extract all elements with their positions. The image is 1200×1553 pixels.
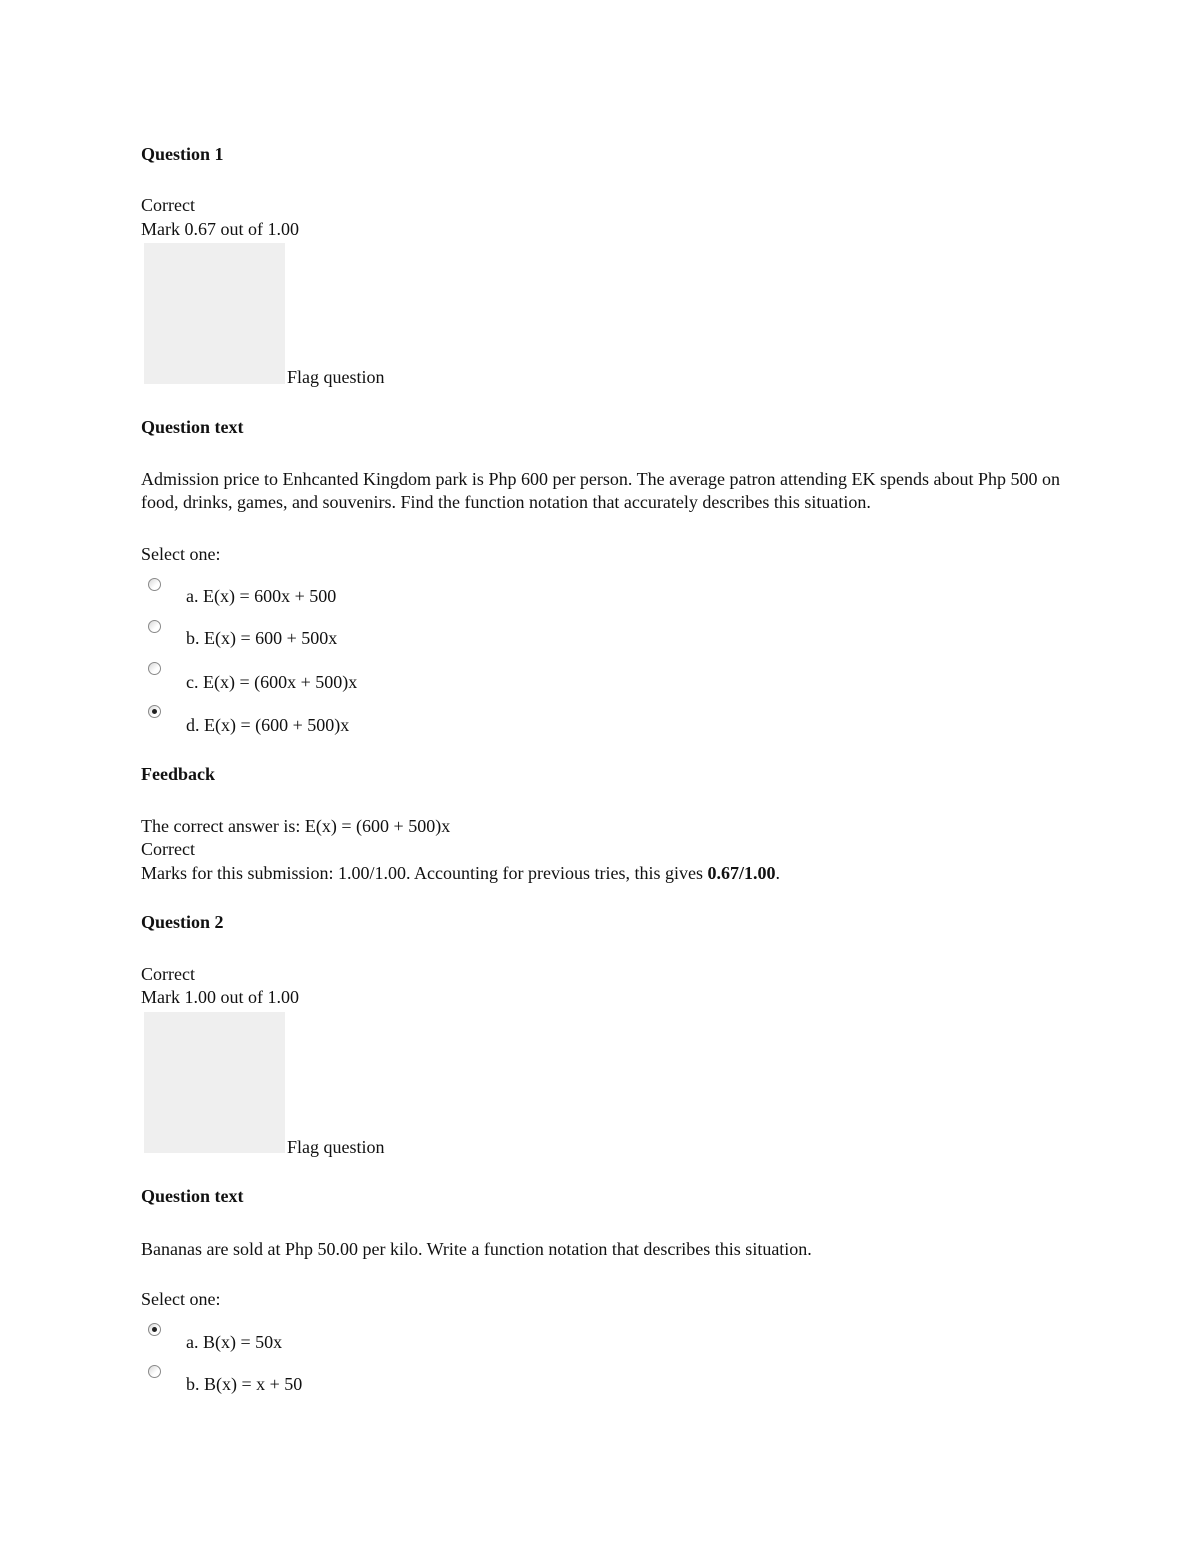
flag-icon[interactable] [144,243,285,384]
question-1-option-d-label[interactable]: d. E(x) = (600 + 500)x [186,715,350,735]
question-2-text-heading: Question text [141,1186,244,1206]
feedback-marks-suffix: . [775,863,780,883]
question-2-option-a-radio[interactable] [148,1323,161,1336]
question-2-mark: Mark 1.00 out of 1.00 [141,987,299,1007]
question-1-feedback-heading: Feedback [141,764,215,784]
question-1-mark: Mark 0.67 out of 1.00 [141,219,299,239]
question-1-feedback-status: Correct [141,839,195,859]
question-1-title: Question 1 [141,144,224,164]
question-1-text-heading: Question text [141,417,244,437]
question-2-option-a-label[interactable]: a. B(x) = 50x [186,1332,283,1352]
question-1-option-b-label[interactable]: b. E(x) = 600 + 500x [186,628,338,648]
question-1-option-d-radio[interactable] [148,705,161,718]
feedback-marks-final: 0.67/1.00 [707,863,776,883]
question-1-option-c-label[interactable]: c. E(x) = (600x + 500)x [186,672,358,692]
question-1-option-a-radio[interactable] [148,578,161,591]
feedback-marks-prefix: Marks for this submission: 1.00/1.00. Accounting for previous tries, this gives [141,863,708,883]
question-2-text: Bananas are sold at Php 50.00 per kilo. Write a function notation that describes this situation. [141,1239,812,1259]
question-2-option-b-label[interactable]: b. B(x) = x + 50 [186,1374,303,1394]
question-2-option-b-radio[interactable] [148,1365,161,1378]
question-1-option-b-radio[interactable] [148,620,161,633]
question-1-feedback-marks [141,862,780,885]
question-1-feedback-answer: The correct answer is: E(x) = (600 + 500)x [141,816,451,836]
question-1-flag-label[interactable]: Flag question [287,367,385,387]
question-1-text: Admission price to Enhcanted Kingdom park is Php 600 per person. The average patron attending EK spends about Php 500 on food, drinks, games, and souvenirs. Find the function notation that accurately describes this situation. [141,469,1060,512]
question-2-status: Correct [141,964,195,984]
question-1-status: Correct [141,195,195,215]
flag-icon[interactable] [144,1012,285,1153]
question-2-flag-label[interactable]: Flag question [287,1137,385,1157]
question-1-option-c-radio[interactable] [148,662,161,675]
question-2-title: Question 2 [141,912,224,932]
question-2-select-prompt: Select one: [141,1289,221,1309]
question-1-option-a-label[interactable]: a. E(x) = 600x + 500 [186,586,337,606]
question-1-select-prompt: Select one: [141,544,221,564]
